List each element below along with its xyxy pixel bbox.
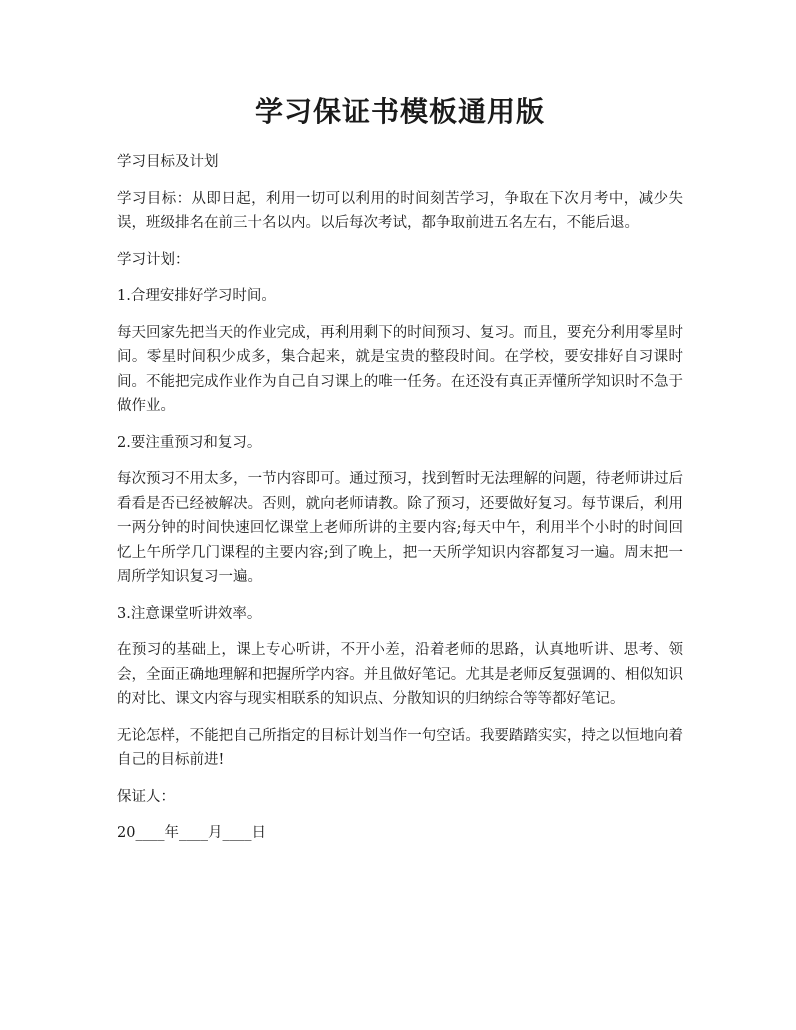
document-page <box>117 92 683 858</box>
plan-item-heading-2: 2.要注重预习和复习。 <box>117 434 262 451</box>
paragraph-study-goal: 学习目标：从即日起，利用一切可以利用的时间刻苦学习，争取在下次月考中，减少失误，班级排名在前三十名以内。以后每次考试，都争取前进五名左右，不能后退。 <box>117 190 683 231</box>
section-heading-goals-plan: 学习目标及计划 <box>117 154 219 170</box>
plan-item-body-3: 在预习的基础上，课上专心听讲，不开小差，沿着老师的思路，认真地听讲、思考、领会，全面正确地理解和把握所学内容。并且做好笔记。尤其是老师反复强调的、相似知识的对比、课文内容与现实相联系的知识点、分散知识的归纳综合等等都好笔记。 <box>117 642 683 707</box>
section-heading-study-plan: 学习计划： <box>117 251 190 268</box>
paragraph-commitment: 无论怎样，不能把自己所指定的目标计划当作一句空话。我要踏踏实实，持之以恒地向着自己的目标前进! <box>117 727 683 768</box>
date-line: 20____年____月____日 <box>117 825 266 841</box>
plan-item-heading-3: 3.注意课堂听讲效率。 <box>117 605 262 622</box>
plan-item-body-2: 每次预习不用太多，一节内容即可。通过预习，找到暂时无法理解的问题，待老师讲过后看看是否已经被解决。否则，就向老师请教。除了预习，还要做好复习。每节课后，利用一两分钟的时间快速回忆课堂上老师所讲的主要内容;每天中午，利用半个小时的时间回忆上午所学几门课程的主要内容;到了晚上，把一天所学知识内容都复习一遍。周末把一周所学知识复习一遍。 <box>117 471 683 585</box>
signature-label: 保证人： <box>117 788 175 805</box>
plan-item-heading-1: 1.合理安排好学习时间。 <box>117 288 276 304</box>
plan-item-body-1: 每天回家先把当天的作业完成，再利用剩下的时间预习、复习。而且，要充分利用零星时间。零星时间积少成多，集合起来，就是宝贵的整段时间。在学校，要安排好自习课时间。不能把完成作业作为自己自习课上的唯一任务。在还没有真正弄懂所学知识时不急于做作业。 <box>117 324 683 414</box>
document-title: 学习保证书模板通用版 <box>254 95 545 128</box>
